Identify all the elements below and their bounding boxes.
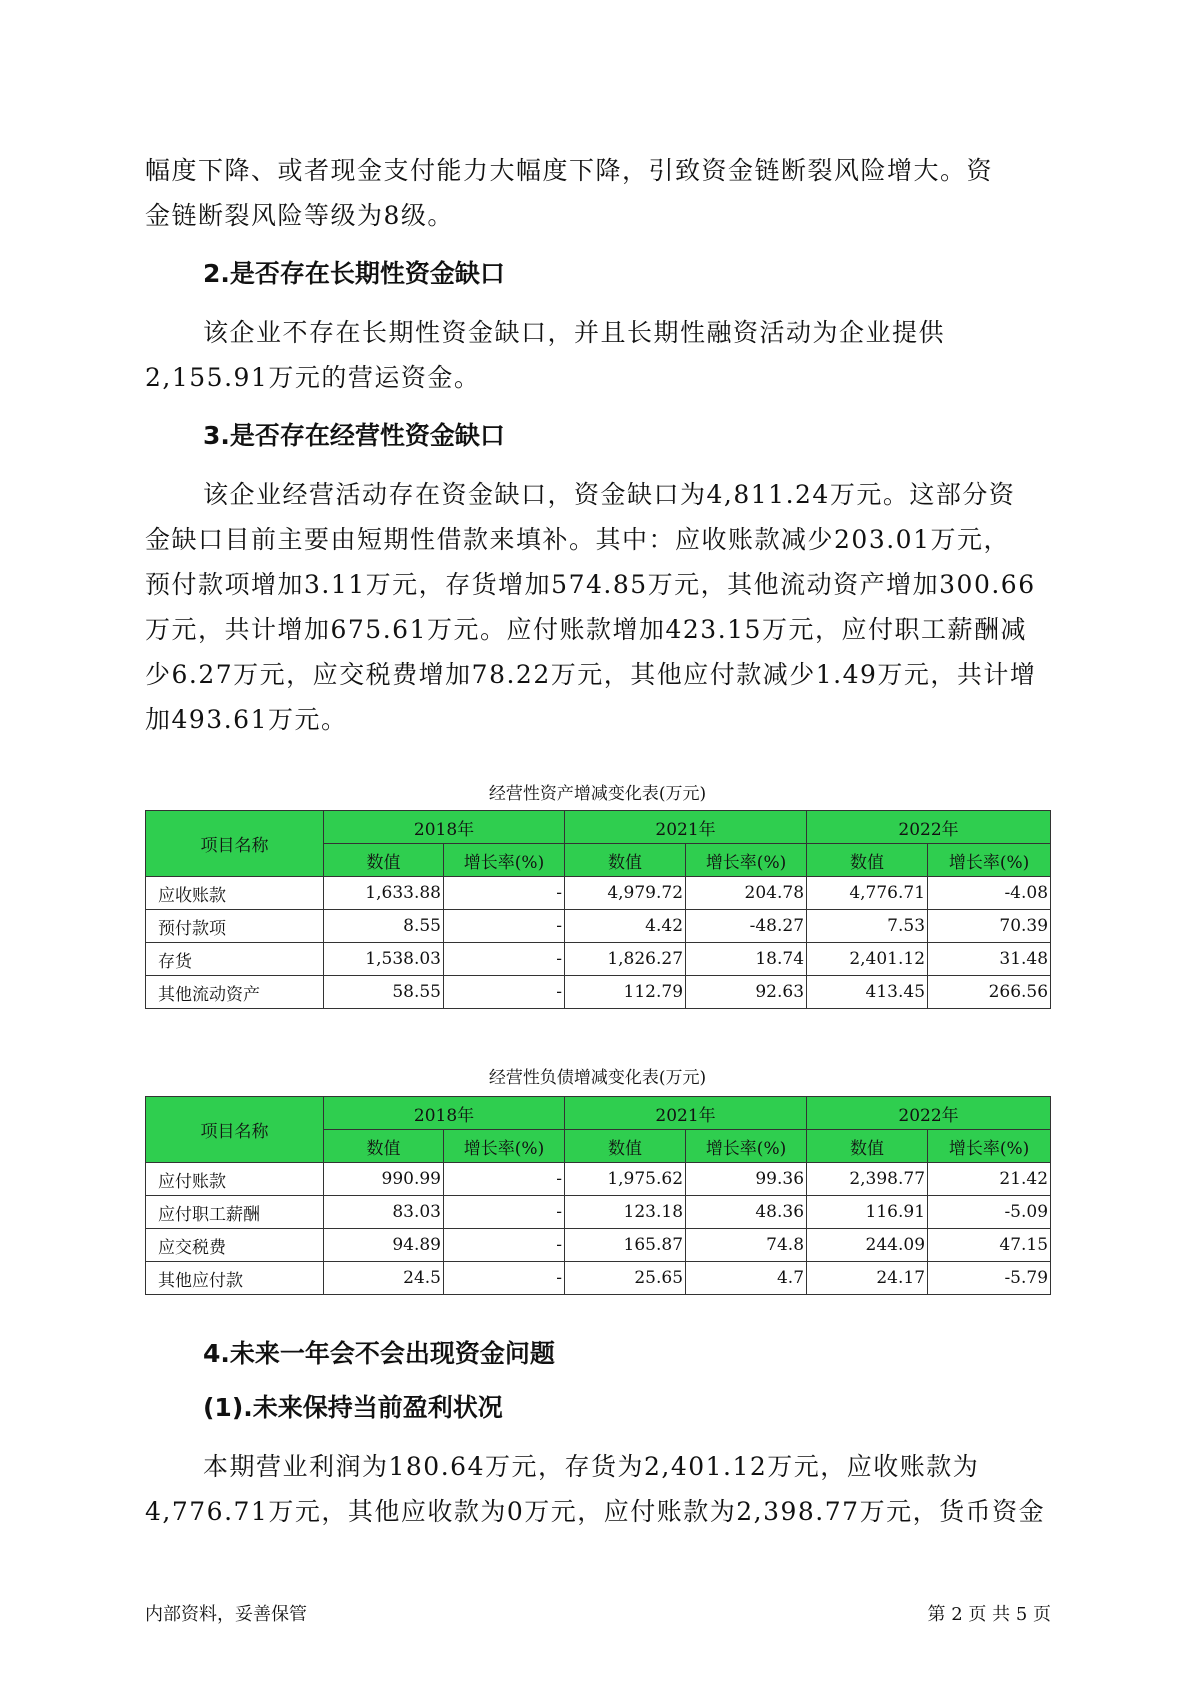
header-value: 数值 <box>565 844 686 877</box>
cell-growth: 47.15 <box>928 1229 1051 1262</box>
cell-value: 4,979.72 <box>565 877 686 910</box>
paragraph-operating-gap <box>145 472 1050 742</box>
table-row <box>146 943 1051 976</box>
cell-growth: 21.42 <box>928 1163 1051 1196</box>
table-caption-liabilities: 经营性负债增减变化表(万元) <box>488 1068 707 1088</box>
cell-growth: 92.63 <box>686 976 807 1009</box>
header-item-name: 项目名称 <box>146 1097 324 1163</box>
footer-page-number: 第 2 页 共 5 页 <box>927 1604 1051 1625</box>
cell-value: 4.42 <box>565 910 686 943</box>
cell-growth: 99.36 <box>686 1163 807 1196</box>
row-item-name: 应收账款 <box>146 877 324 910</box>
cell-growth: -5.09 <box>928 1196 1051 1229</box>
cell-value: 4,776.71 <box>807 877 928 910</box>
cell-growth: 48.36 <box>686 1196 807 1229</box>
paragraph-line: 该企业经营活动存在资金缺口，资金缺口为4,811.24万元。这部分资 <box>203 480 1016 509</box>
header-year: 2022年 <box>807 811 1051 844</box>
cell-growth: - <box>444 976 565 1009</box>
cell-value: 94.89 <box>324 1229 444 1262</box>
heading-keep-profit: (1).未来保持当前盈利状况 <box>203 1393 503 1422</box>
cell-value: 58.55 <box>324 976 444 1009</box>
cell-growth: -48.27 <box>686 910 807 943</box>
cell-growth: - <box>444 910 565 943</box>
cell-growth: 4.7 <box>686 1262 807 1295</box>
row-item-name: 应付账款 <box>146 1163 324 1196</box>
cell-value: 8.55 <box>324 910 444 943</box>
header-value: 数值 <box>807 1130 928 1163</box>
header-growth: 增长率(%) <box>444 844 565 877</box>
header-value: 数值 <box>324 1130 444 1163</box>
cell-growth: 204.78 <box>686 877 807 910</box>
header-growth: 增长率(%) <box>686 1130 807 1163</box>
paragraph-line: 4,776.71万元，其他应收款为0万元，应付账款为2,398.77万元，货币资金 <box>145 1497 1046 1526</box>
footer-confidential: 内部资料，妥善保管 <box>145 1604 307 1625</box>
cell-growth: 74.8 <box>686 1229 807 1262</box>
paragraph-line: 2,155.91万元的营运资金。 <box>145 363 481 392</box>
cell-value: 1,633.88 <box>324 877 444 910</box>
cell-growth: - <box>444 877 565 910</box>
table-row <box>146 1262 1051 1295</box>
table-row <box>146 1163 1051 1196</box>
table-row <box>146 877 1051 910</box>
row-item-name: 其他流动资产 <box>146 976 324 1009</box>
paragraph-line: 预付款项增加3.11万元，存货增加574.85万元，其他流动资产增加300.66 <box>145 570 1036 599</box>
cell-value: 2,398.77 <box>807 1163 928 1196</box>
liabilities-table <box>145 1096 1051 1295</box>
paragraph-risk-level <box>145 148 1050 238</box>
table-row <box>146 1196 1051 1229</box>
paragraph-line: 该企业不存在长期性资金缺口，并且长期性融资活动为企业提供 <box>203 318 946 347</box>
paragraph-line: 少6.27万元，应交税费增加78.22万元，其他应付款减少1.49万元，共计增 <box>145 660 1037 689</box>
cell-growth: - <box>444 1196 565 1229</box>
heading-long-term-gap: 2.是否存在长期性资金缺口 <box>203 259 505 288</box>
header-value: 数值 <box>565 1130 686 1163</box>
cell-value: 1,975.62 <box>565 1163 686 1196</box>
header-year: 2022年 <box>807 1097 1051 1130</box>
header-growth: 增长率(%) <box>928 1130 1051 1163</box>
header-item-name: 项目名称 <box>146 811 324 877</box>
cell-value: 2,401.12 <box>807 943 928 976</box>
cell-value: 244.09 <box>807 1229 928 1262</box>
paragraph-line: 万元，共计增加675.61万元。应付账款增加423.15万元，应付职工薪酬减 <box>145 615 1027 644</box>
cell-value: 7.53 <box>807 910 928 943</box>
cell-value: 165.87 <box>565 1229 686 1262</box>
cell-value: 123.18 <box>565 1196 686 1229</box>
header-value: 数值 <box>324 844 444 877</box>
cell-value: 25.65 <box>565 1262 686 1295</box>
cell-growth: 70.39 <box>928 910 1051 943</box>
cell-value: 413.45 <box>807 976 928 1009</box>
header-growth: 增长率(%) <box>928 844 1051 877</box>
table-row <box>146 1229 1051 1262</box>
row-item-name: 应付职工薪酬 <box>146 1196 324 1229</box>
paragraph-line: 幅度下降、或者现金支付能力大幅度下降，引致资金链断裂风险增大。资 <box>145 156 994 185</box>
row-item-name: 预付款项 <box>146 910 324 943</box>
header-year: 2018年 <box>324 1097 565 1130</box>
table-row <box>146 976 1051 1009</box>
cell-growth: - <box>444 1163 565 1196</box>
header-growth: 增长率(%) <box>444 1130 565 1163</box>
row-item-name: 存货 <box>146 943 324 976</box>
table-row <box>146 910 1051 943</box>
paragraph-line: 金链断裂风险等级为8级。 <box>145 201 454 230</box>
header-year: 2018年 <box>324 811 565 844</box>
paragraph-line: 金缺口目前主要由短期性借款来填补。其中：应收账款减少203.01万元， <box>145 525 1010 554</box>
cell-growth: - <box>444 1229 565 1262</box>
assets-table <box>145 810 1051 1009</box>
paragraph-profit <box>145 1444 1050 1534</box>
row-item-name: 应交税费 <box>146 1229 324 1262</box>
header-year: 2021年 <box>565 811 807 844</box>
cell-value: 1,538.03 <box>324 943 444 976</box>
heading-future-funding: 4.未来一年会不会出现资金问题 <box>203 1339 555 1368</box>
paragraph-line: 本期营业利润为180.64万元，存货为2,401.12万元，应收账款为 <box>203 1452 980 1481</box>
header-value: 数值 <box>807 844 928 877</box>
cell-growth: -4.08 <box>928 877 1051 910</box>
cell-value: 24.17 <box>807 1262 928 1295</box>
cell-growth: 31.48 <box>928 943 1051 976</box>
row-item-name: 其他应付款 <box>146 1262 324 1295</box>
cell-growth: - <box>444 943 565 976</box>
paragraph-long-term-gap <box>145 310 1050 400</box>
paragraph-line: 加493.61万元。 <box>145 705 348 734</box>
cell-value: 83.03 <box>324 1196 444 1229</box>
cell-value: 990.99 <box>324 1163 444 1196</box>
cell-value: 112.79 <box>565 976 686 1009</box>
header-growth: 增长率(%) <box>686 844 807 877</box>
header-year: 2021年 <box>565 1097 807 1130</box>
table-caption-assets: 经营性资产增减变化表(万元) <box>488 784 707 804</box>
cell-growth: 18.74 <box>686 943 807 976</box>
cell-value: 1,826.27 <box>565 943 686 976</box>
cell-value: 116.91 <box>807 1196 928 1229</box>
cell-growth: 266.56 <box>928 976 1051 1009</box>
heading-operating-gap: 3.是否存在经营性资金缺口 <box>203 421 505 450</box>
cell-value: 24.5 <box>324 1262 444 1295</box>
cell-growth: - <box>444 1262 565 1295</box>
cell-growth: -5.79 <box>928 1262 1051 1295</box>
